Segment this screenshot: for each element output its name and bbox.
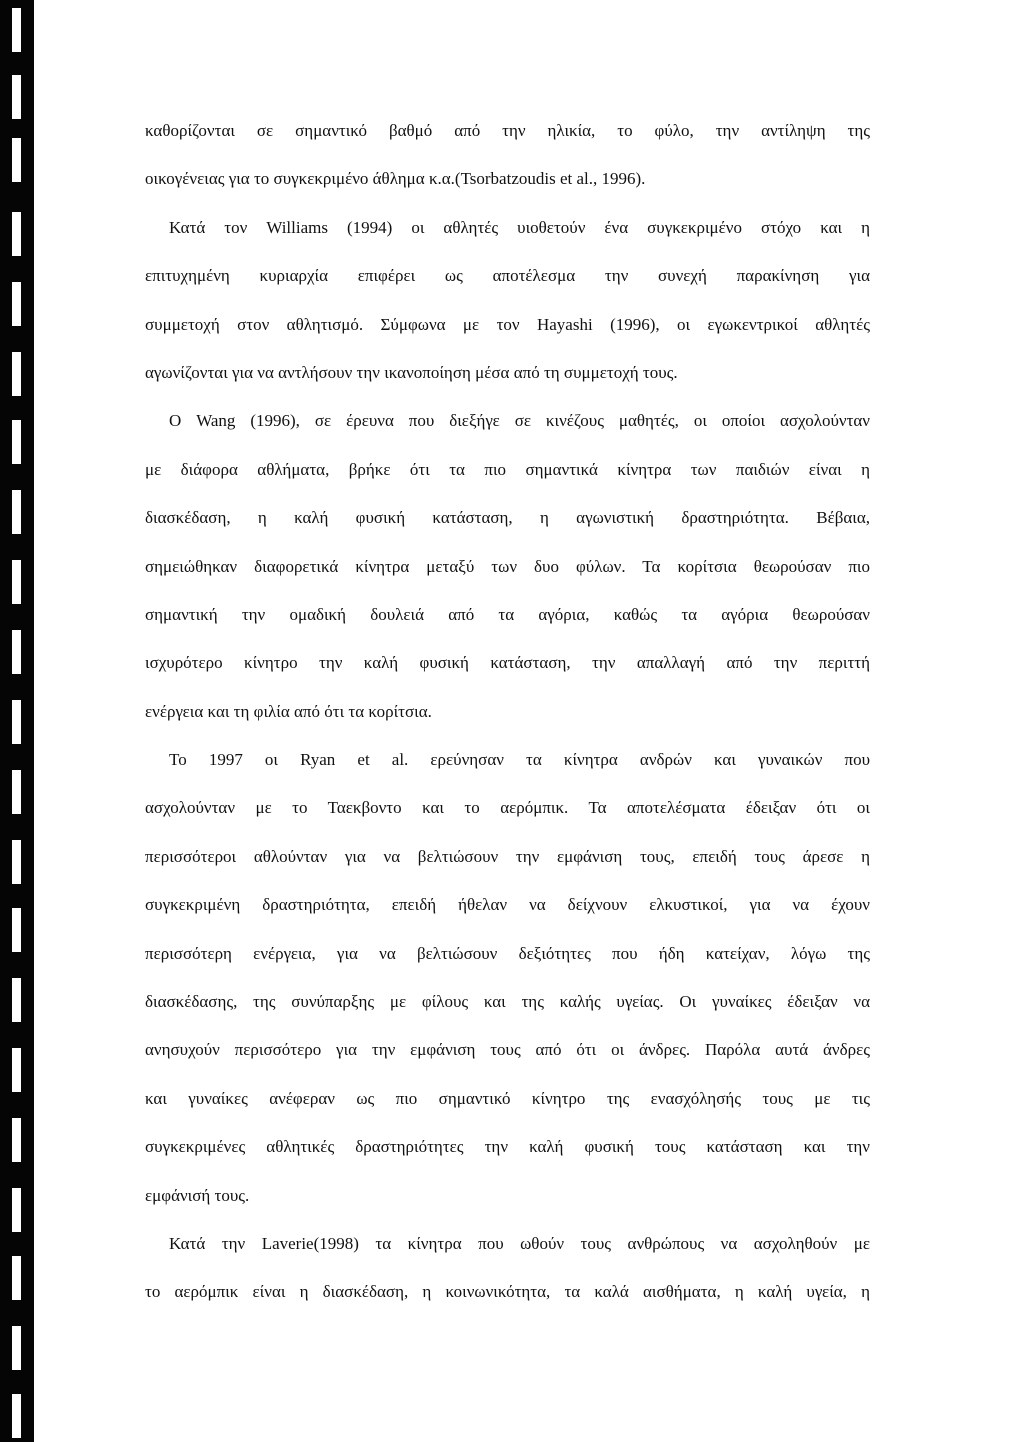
binding-hole [12,1118,21,1162]
paragraph [145,107,870,204]
binding-hole [12,700,21,744]
text-line: ασχολούνταν με το Ταεκβοντο και το αερόμπικ. Τα αποτελέσματα έδειξαν ότι οι [145,798,870,818]
text-line: και γυναίκες ανέφεραν ως πιο σημαντικό κίνητρο της ενασχόλησής τους με τις [145,1088,870,1108]
binding-hole [12,770,21,814]
binding-hole [12,908,21,952]
text-line: εμφάνισή τους. [145,1185,250,1205]
binding-hole [12,1394,21,1438]
text-line: Το 1997 οι Ryan et al. ερεύνησαν τα κίνητρα ανδρών και γυναικών που [169,750,870,770]
binding-hole [12,840,21,884]
text-line: με διάφορα αθλήματα, βρήκε ότι τα πιο σημαντικά κίνητρα των παιδιών είναι η [145,459,870,479]
text-line: συγκεκριμένες αθλητικές δραστηριότητες την καλή φυσική τους κατάσταση και την [145,1137,870,1157]
text-line: οικογένειας για το συγκεκριμένο άθλημα κ.α.(Tsorbatzoudis et al., 1996). [145,169,646,189]
binding-hole [12,1188,21,1232]
text-line: περισσότερη ενέργεια, για να βελτιώσουν δεξιότητες που ήδη κατείχαν, λόγω της [145,943,870,963]
text-line: διασκέδαση, η καλή φυσική κατάσταση, η αγωνιστική δραστηριότητα. Βέβαια, [145,508,870,528]
paragraph [145,397,870,736]
binding-hole [12,630,21,674]
document-body [145,107,870,1317]
binding-hole [12,138,21,182]
text-line: περισσότεροι αθλούνταν για να βελτιώσουν την εμφάνιση τους, επειδή τους άρεσε η [145,846,870,866]
paragraph [145,204,870,398]
binding-hole [12,420,21,464]
text-line: ενέργεια και τη φιλία από ότι τα κορίτσια. [145,701,432,721]
text-line: Κατά την Laverie(1998) τα κίνητρα που ωθούν τους ανθρώπους να ασχοληθούν με [169,1233,870,1253]
text-line: διασκέδασης, της συνύπαρξης με φίλους και της καλής υγείας. Οι γυναίκες έδειξαν να [145,992,870,1012]
binding-hole [12,1048,21,1092]
binding-hole [12,352,21,396]
text-line: το αερόμπικ είναι η διασκέδαση, η κοινωνικότητα, τα καλά αισθήματα, η καλή υγεία, η [145,1282,870,1302]
scan-binding-edge [0,0,34,1442]
binding-hole [12,75,21,119]
binding-hole [12,282,21,326]
text-line: Κατά τον Williams (1994) οι αθλητές υιοθετούν ένα συγκεκριμένο στόχο και η [169,217,870,237]
text-line: συγκεκριμένη δραστηριότητα, επειδή ήθελαν να δείχνουν ελκυστικοί, για να έχουν [145,895,870,915]
binding-hole [12,490,21,534]
binding-hole [12,212,21,256]
binding-hole [12,978,21,1022]
text-line: Ο Wang (1996), σε έρευνα που διεξήγε σε κινέζους μαθητές, οι οποίοι ασχολούνταν [169,411,870,431]
binding-hole [12,1326,21,1370]
text-line: ανησυχούν περισσότερο για την εμφάνιση τους από ότι οι άνδρες. Παρόλα αυτά άνδρες [145,1040,870,1060]
binding-hole [12,8,21,52]
text-line: αγωνίζονται για να αντλήσουν την ικανοποίηση μέσα από τη συμμετοχή τους. [145,362,678,382]
text-line: σημειώθηκαν διαφορετικά κίνητρα μεταξύ των δυο φύλων. Τα κορίτσια θεωρούσαν πιο [145,556,870,576]
text-line: σημαντική την ομαδική δουλειά από τα αγόρια, καθώς τα αγόρια θεωρούσαν [145,604,870,624]
text-line: συμμετοχή στον αθλητισμό. Σύμφωνα με τον Hayashi (1996), οι εγωκεντρικοί αθλητές [145,314,870,334]
text-line: ισχυρότερο κίνητρο την καλή φυσική κατάσταση, την απαλλαγή από την περιττή [145,653,870,673]
paragraph [145,1220,870,1317]
binding-hole [12,560,21,604]
text-line: επιτυχημένη κυριαρχία επιφέρει ως αποτέλεσμα την συνεχή παρακίνηση για [145,266,870,286]
binding-hole [12,1256,21,1300]
paragraph [145,736,870,1220]
text-line: καθορίζονται σε σημαντικό βαθμό από την ηλικία, το φύλο, την αντίληψη της [145,121,870,140]
